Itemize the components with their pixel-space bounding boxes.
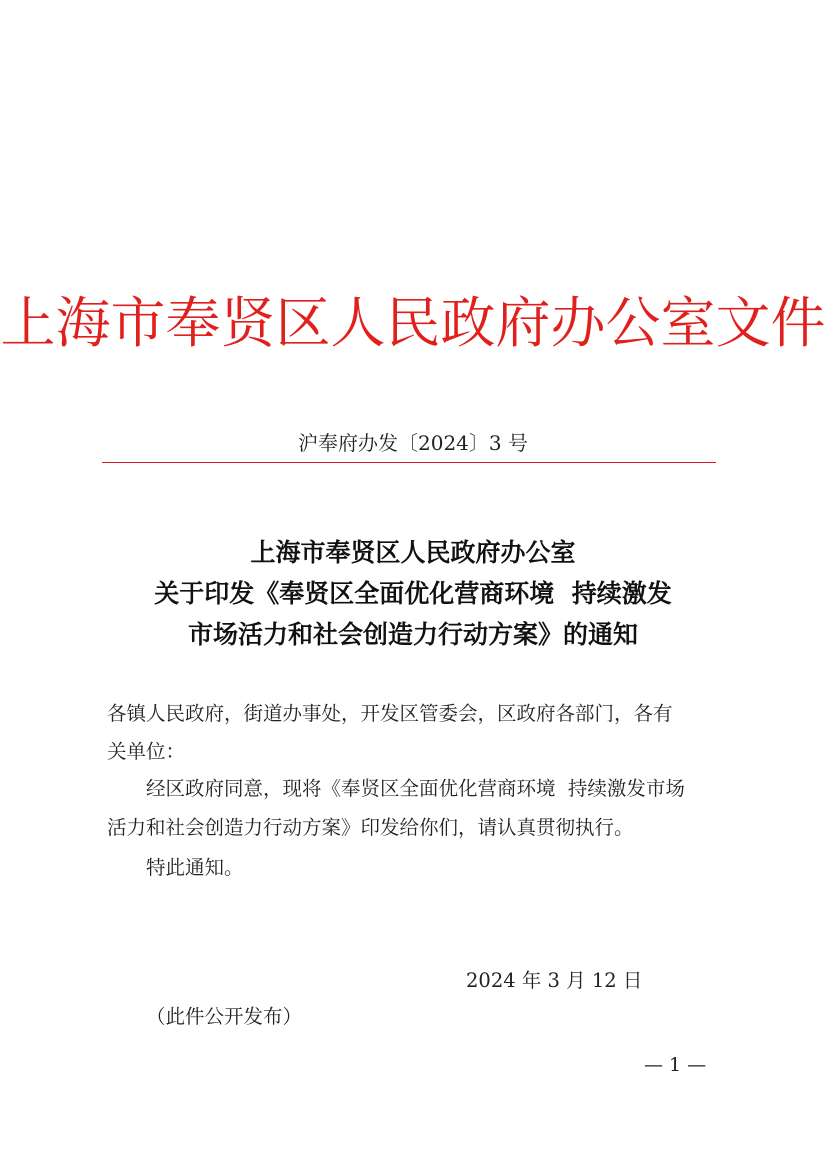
closing-line: 特此通知。 — [146, 856, 244, 879]
body-paragraph-line-2: 活力和社会创造力行动方案》印发给你们，请认真贯彻执行。 — [107, 816, 634, 839]
recipients-line-2: 关单位： — [107, 740, 186, 763]
publication-note: （此件公开发布） — [146, 1005, 303, 1028]
issue-date: 2024 年 3 月 12 日 — [466, 969, 643, 992]
body-paragraph-line-1: 经区政府同意，现将《奉贤区全面优化营商环境 持续激发市场 — [146, 777, 685, 800]
page-number: — 1 — — [644, 1054, 707, 1076]
document-title-line-2: 关于印发《奉贤区全面优化营商环境 持续激发 — [154, 579, 672, 608]
header-divider — [102, 462, 716, 463]
document-title-line-1: 上海市奉贤区人民政府办公室 — [250, 538, 576, 567]
recipients-line-1: 各镇人民政府，街道办事处，开发区管委会，区政府各部门，各有 — [107, 702, 673, 725]
document-number: 沪奉府办发〔2024〕3 号 — [298, 431, 528, 455]
document-title-line-3: 市场活力和社会创造力行动方案》的通知 — [187, 620, 638, 649]
issuer-title: 上海市奉贤区人民政府办公室文件 — [0, 291, 826, 355]
